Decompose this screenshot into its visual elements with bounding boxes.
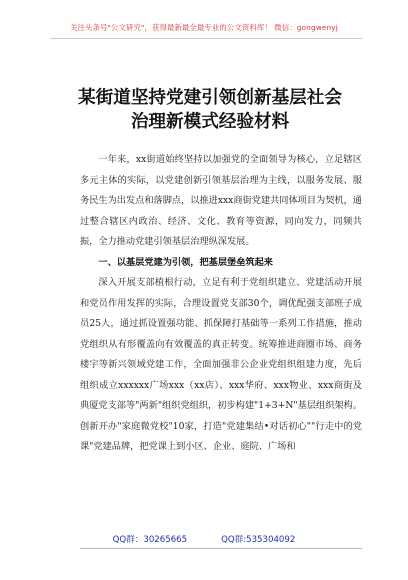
section-1-paragraph: 深入开展支部植根行动，立足有利于党组织建立、党建活动开展和党员作用发挥的实际，合理设置党支部30个，调优配强支部班子成员25人，通过抓设置强功能、抓保障打基础等一系列工作措施，推动党组织从有形覆盖向有效覆盖的真正转变。统筹推进商圈市场、商务楼宇等新兴领域党建工作，全面加强非公企业党组织组建力度，先后组织成立xxxxxx广场xxx（xx店）、xxx华府、xxx物业、xxx商街及典厦党支部等"两新"组织党组织，初步构建"1+3+N"基层组织架构。创新开办"家庭微党校"10家，打造"党建集结•对话初心""行走中的党课"党建品牌，把党课上到小区、企业、庭院、广场和 [80, 277, 362, 452]
header-banner: 关注头条号"公文研究"，获得最新最全最专业的公文资料库！ 微信：gongwenyj [70, 23, 338, 32]
title-line-2: 治理新模式经验材料 [130, 111, 290, 132]
header-divider [50, 38, 362, 39]
footer-divider [80, 548, 362, 549]
document-body [80, 150, 362, 458]
intro-paragraph: 一年来，xx街道始终坚持以加强党的全面领导为核心，立足辖区多元主体的实际，以党建创新引领基层治理为主线，以服务发展、服务民生为出发点和落脚点，以推进xxx商街党建共同体项目为契机，通过整合辖区内政治、经济、文化、教育等资源，同向发力，同频共振，全力推动党建引领基层治理纵深发展。 [80, 154, 362, 247]
footer-contact [0, 533, 408, 545]
footer-qq-group-1: QQ群：30265665 [112, 535, 188, 545]
footer-qq-group-2: QQ群:535304092 [221, 535, 296, 545]
title-line-1: 某街道坚持党建引领创新基层社会 [78, 87, 342, 108]
section-1-heading: 一、以基层党建为引领，把基层堡垒筑起来 [98, 256, 273, 268]
document-title [60, 86, 360, 134]
